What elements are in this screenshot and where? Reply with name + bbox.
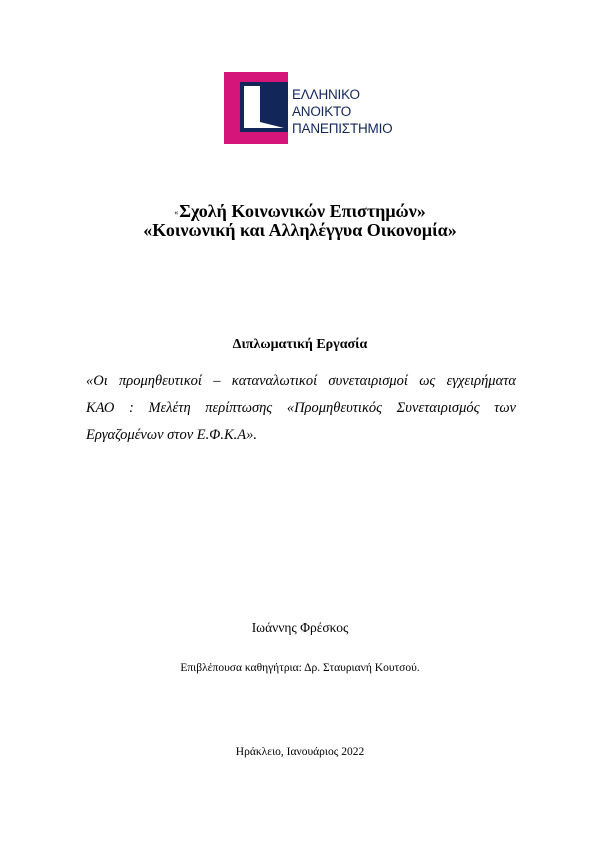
thesis-title-line: Εργαζομένων στον Ε.Φ.Κ.Α». [86, 427, 257, 443]
thesis-title [86, 368, 516, 449]
logo-emblem-icon [224, 72, 288, 144]
thesis-title-line: «Οι προμηθευτικοί – καταναλωτικοί συνεταιρισμοί ως εγχειρήματα [86, 373, 516, 389]
supervisor: Επιβλέπουσα καθηγήτρια: Δρ. Σταυριανή Κουτσού. [180, 662, 420, 674]
document-type: Διπλωματική Εργασία [232, 337, 368, 352]
school-prefix-quote: « [174, 208, 179, 218]
school-name [0, 201, 600, 222]
university-logo [224, 72, 404, 144]
school-name-text: Σχολή Κοινωνικών Επιστημών» [179, 201, 426, 221]
logo-text [292, 86, 392, 137]
logo-line: ΠΑΝΕΠΙΣΤΗΜΙΟ [292, 121, 393, 136]
thesis-title-line: ΚΑΟ : Μελέτη περίπτωσης «Προμηθευτικός Συνεταιρισμός των [86, 400, 516, 416]
place-date: Ηράκλειο, Ιανουάριος 2022 [235, 746, 365, 758]
logo-line: ΑΝΟΙΚΤΟ [292, 104, 352, 119]
program-name: «Κοινωνική και Αλληλέγγυα Οικονομία» [143, 220, 457, 240]
logo-line: ΕΛΛΗΝΙΚΟ [292, 87, 360, 102]
author-name: Ιωάννης Φρέσκος [251, 620, 349, 635]
